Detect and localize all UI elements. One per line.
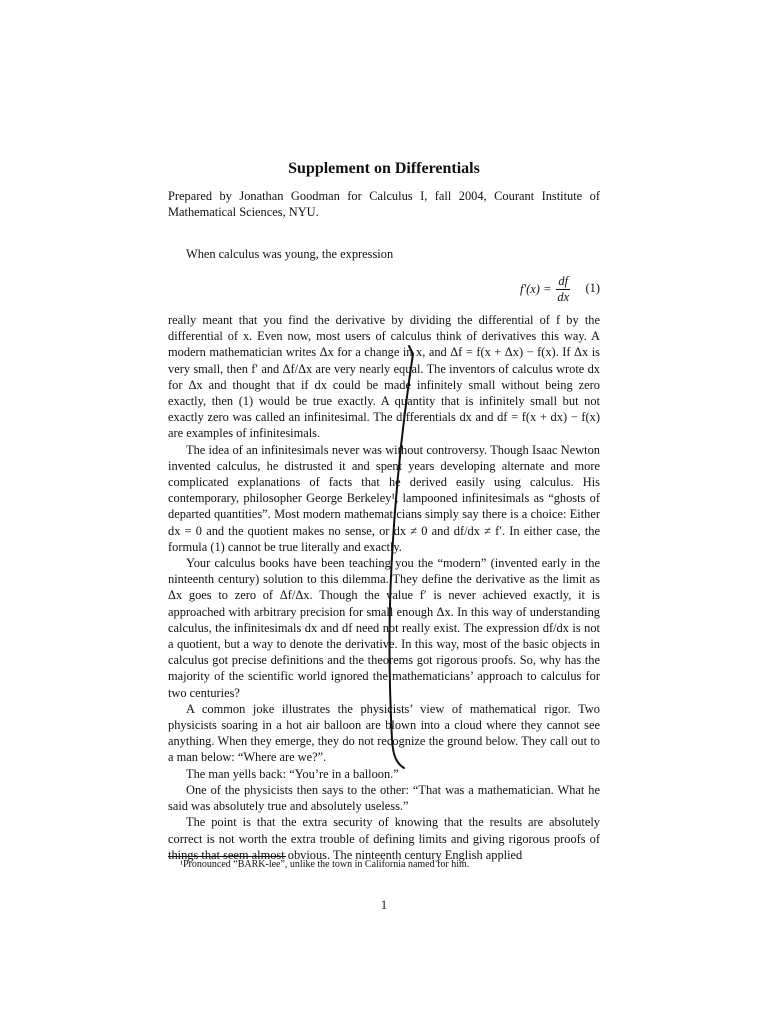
footnote-rule [168, 856, 286, 857]
paragraph: The man yells back: “You’re in a balloon.” [186, 766, 399, 781]
equation-body [520, 272, 571, 306]
footnote: ¹Pronounced “BARK-lee”, unlike the town in California named for him. [180, 859, 470, 870]
intro-sentence: When calculus was young, the expression [186, 247, 394, 261]
paragraph: The point is that the extra security of knowing that the results are absolutely correct is not worth the extra trouble of defining limits and giving rigorous proofs of things that seem almost obvious. The ninteenth century English applied [168, 815, 600, 862]
paragraph: really meant that you find the derivative by dividing the differential of f by the differential of x. Even now, most users of calculus think of derivatives this way. A modern mathematician writes Δx for a change in x, and Δf = f(x + Δx) − f(x). If Δx is very small, then f′ and Δf/Δx are very nearly equal. The inventors of calculus wrote dx for Δx and thought that if dx could be made infinitely small without being zero exactly, then (1) would be true exactly. A quantity that is infinitely small but not exactly zero was called an infinitesimal. The differentials dx and df = f(x + dx) − f(x) are examples of infinitesimals. [168, 313, 600, 441]
paragraph: Your calculus books have been teaching you the “modern” (invented early in the ninteenth century) solution to this dilemma. They define the derivative as the limit as Δx goes to zero of Δf/Δx. Though the value f′ is never achieved exactly, it is approached with arbitrary precision for small enough Δx. In this way of understanding calculus, the infinitesimals dx and df need not really exist. The expression df/dx is not a quotient, but a way to denote the derivative. In this way, most of the basic objects in calculus got precise definitions and the theorems got rigorous proofs. So, why has the majority of the scientific world ignored the mathematicians’ approach to calculus for two centuries? [168, 556, 600, 700]
equation-numerator: df [558, 273, 569, 288]
equation-number: (1) [585, 281, 600, 295]
paragraph: One of the physicists then says to the other: “That was a mathematician. What he said was absolutely true and absolutely useless.” [168, 782, 600, 814]
paragraph: A common joke illustrates the physicists’ view of mathematical rigor. Two physicists soaring in a hot air balloon are blown into a cloud where they cannot see anything. When they emerge, they do not recognize the ground below. They call out to a man below: “Where are we?”. [168, 701, 600, 765]
main-text [168, 312, 600, 863]
equation-1 [168, 272, 600, 306]
document-title: Supplement on Differentials [288, 160, 480, 177]
equation-lhs: f′(x) = [520, 281, 552, 296]
page-number: 1 [380, 898, 388, 912]
prepared-by-line: Prepared by Jonathan Goodman for Calculus I, fall 2004, Courant Institute of Mathematical Sciences, NYU. [168, 189, 600, 220]
paragraph: The idea of an infinitesimals never was without controversy. Though Isaac Newton invented calculus, he distrusted it and spent years developing alternate and more complicated explanations of facts that he derived easily using calculus. His contemporary, philosopher George Berkeley¹, lampooned infinitesimals as “ghosts of departed quantities”. Most modern mathematicians simply say there is a choice: Either dx = 0 and the quotient makes no sense, or dx ≠ 0 and df/dx ≠ f′. In either case, the formula (1) cannot be true literally and exactly. [168, 442, 600, 554]
equation-fraction [555, 274, 571, 305]
equation-denominator: dx [557, 289, 570, 304]
